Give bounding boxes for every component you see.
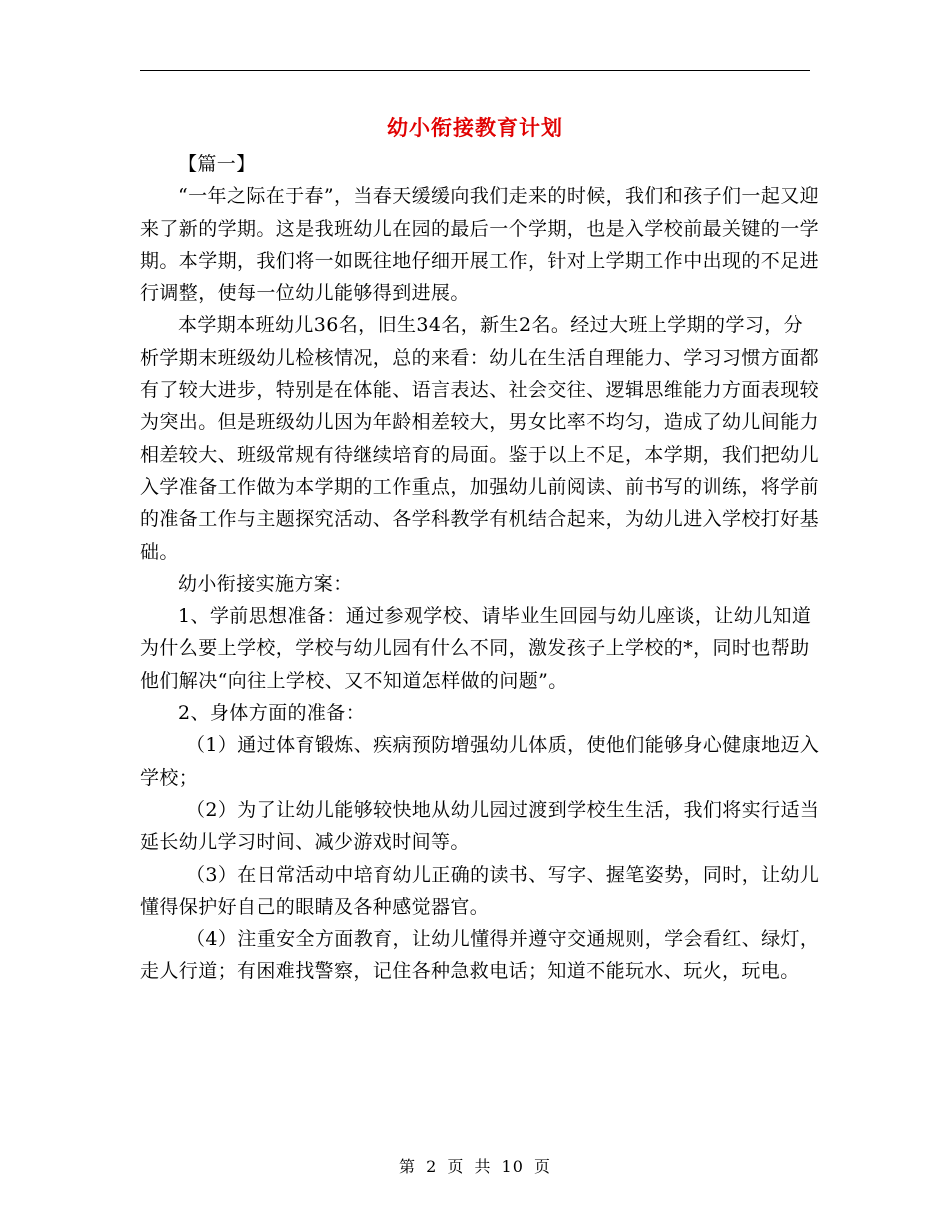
paragraph-class-status: 本学期本班幼儿36名，旧生34名，新生2名。经过大班上学期的学习，分析学期末班级幼儿检核情况，总的来看：幼儿在生活自理能力、学习习惯方面都有了较大进步，特别是在体能、语言表达、社会交往、逻辑思维能力方面表现较为突出。但是班级幼儿因为年龄相差较大，男女比率不均匀，造成了幼儿间能力相差较大、班级常规有待继续培育的局面。鉴于以上不足，本学期，我们把幼儿入学准备工作做为本学期的工作重点，加强幼儿前阅读、前书写的训练，将学前的准备工作与主题探究活动、各学科教学有机结合起来，为幼儿进入学校打好基础。 (140, 314, 820, 563)
paragraph-subitem-3: （3）在日常活动中培育幼儿正确的读书、写字、握笔姿势，同时，让幼儿懂得保护好自己的眼睛及各种感觉器官。 (140, 863, 820, 918)
paragraph-subitem-4: （4）注重安全方面教育，让幼儿懂得并遵守交通规则，学会看红、绿灯，走人行道；有困难找警察，记住各种急救电话；知道不能玩水、玩火，玩电。 (140, 928, 820, 983)
paragraph-plan-heading: 幼小衔接实施方案： (178, 572, 353, 595)
document-body (140, 148, 820, 988)
document-title: 幼小衔接教育计划 (387, 115, 563, 140)
paragraph-subitem-1: （1）通过体育锻炼、疾病预防增强幼儿体质，使他们能够身心健康地迈入学校； (140, 734, 820, 789)
paragraph-intro: “一年之际在于春”，当春天缓缓向我们走来的时候，我们和孩子们一起又迎来了新的学期。这是我班幼儿在园的最后一个学期，也是入学校前最关键的一学期。本学期，我们将一如既往地仔细开展工作，针对上学期工作中出现的不足进行调整，使每一位幼儿能够得到进展。 (140, 185, 820, 305)
section-heading: 【篇一】 (178, 153, 256, 175)
header-rule (140, 70, 810, 71)
paragraph-item-1: 1、学前思想准备：通过参观学校、请毕业生回园与幼儿座谈，让幼儿知道为什么要上学校，学校与幼儿园有什么不同，激发孩子上学校的*，同时也帮助他们解决“向往上学校、又不知道怎样做的问题”。 (140, 605, 812, 692)
paragraph-item-2: 2、身体方面的准备： (178, 702, 366, 725)
paragraph-subitem-2: （2）为了让幼儿能够较快地从幼儿园过渡到学校生生活，我们将实行适当延长幼儿学习时间、减少游戏时间等。 (140, 798, 820, 854)
page-number: 第 2 页 共 10 页 (399, 1157, 551, 1176)
